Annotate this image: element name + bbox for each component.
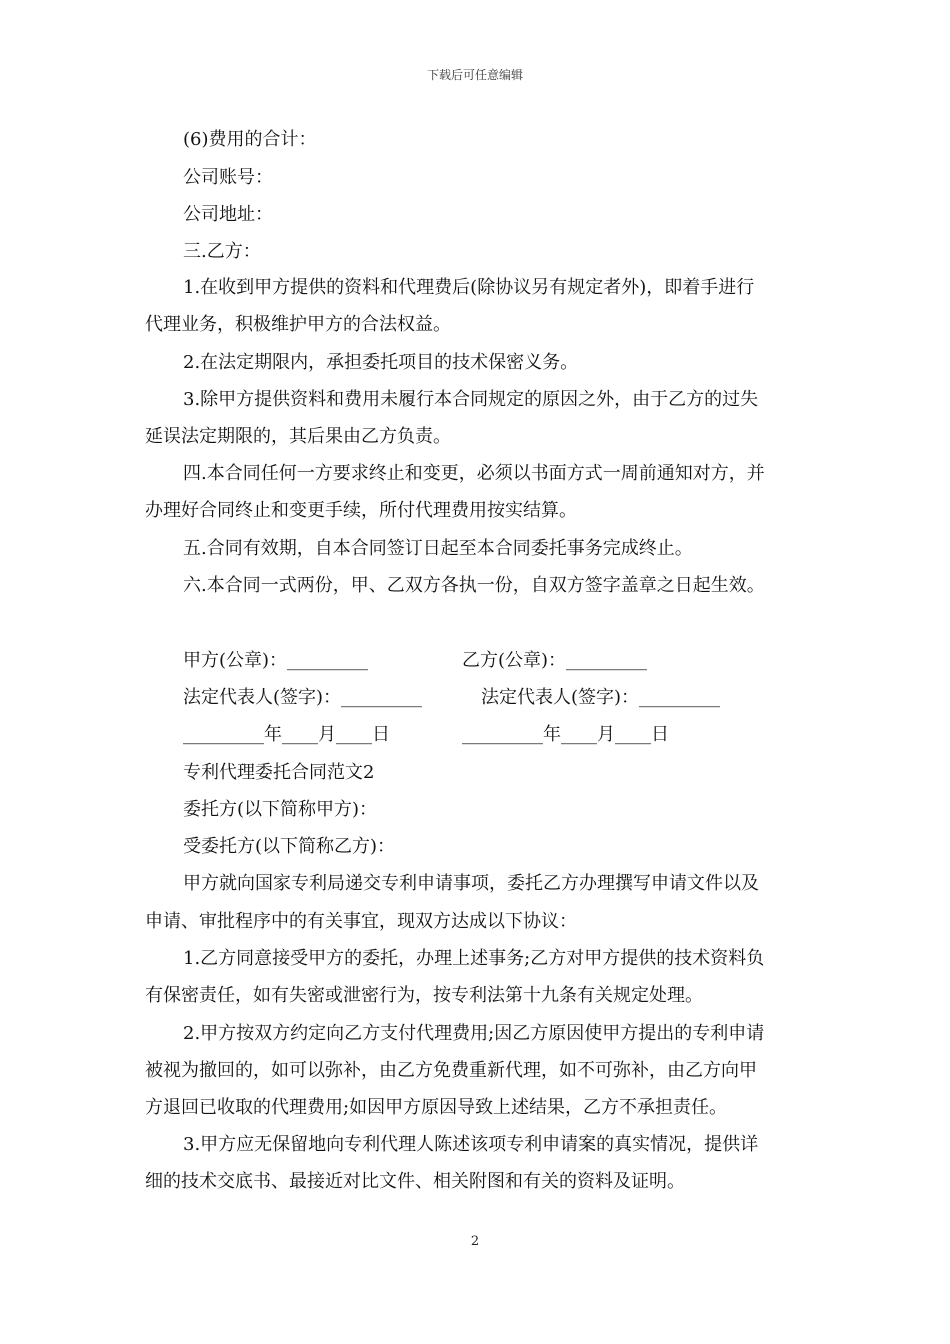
agent-line: 受委托方(以下简称乙方)： bbox=[183, 836, 396, 857]
clause2-3-line1: 3.甲方应无保留地向专利代理人陈述该项专利申请案的真实情况，提供详 bbox=[183, 1134, 759, 1155]
clause-five: 五.合同有效期，自本合同签订日起至本合同委托事务完成终止。 bbox=[183, 538, 693, 559]
page-number: 2 bbox=[470, 1234, 480, 1249]
party-b-date: _________年____月____日 bbox=[462, 724, 669, 745]
intro-line1: 甲方就向国家专利局递交专利申请事项，委托乙方办理撰写申请文件以及 bbox=[183, 873, 759, 894]
intro-line2: 申请、审批程序中的有关事宜，现双方达成以下协议： bbox=[145, 911, 577, 932]
clause-b1-line1: 1.在收到甲方提供的资料和代理费后(除协议另有规定者外)，即着手进行 bbox=[183, 277, 755, 298]
clause-four-line2: 办理好合同终止和变更手续，所付代理费用按实结算。 bbox=[145, 500, 577, 521]
client-line: 委托方(以下简称甲方)： bbox=[183, 799, 378, 820]
clause-b1-line2: 代理业务，积极维护甲方的合法权益。 bbox=[145, 314, 451, 335]
sample-2-title: 专利代理委托合同范文2 bbox=[183, 762, 375, 783]
party-b-seal: 乙方(公章)：_________ bbox=[462, 650, 648, 671]
party-a-seal: 甲方(公章)：_________ bbox=[183, 650, 369, 671]
clause-b3-line2: 延误法定期限的，其后果由乙方负责。 bbox=[145, 426, 451, 447]
page-header-note: 下载后可任意编辑 bbox=[426, 68, 523, 82]
clause2-2-line1: 2.甲方按双方约定向乙方支付代理费用;因乙方原因使甲方提出的专利申请 bbox=[183, 1023, 765, 1044]
company-address-line: 公司地址： bbox=[183, 204, 273, 225]
party-a-date: _________年____月____日 bbox=[183, 724, 390, 745]
party-a-representative: 法定代表人(签字)：_________ bbox=[183, 687, 423, 708]
clause-b3-line1: 3.除甲方提供资料和费用未履行本合同规定的原因之外，由于乙方的过失 bbox=[183, 389, 759, 410]
clause2-3-line2: 细的技术交底书、最接近对比文件、相关附图和有关的资料及证明。 bbox=[145, 1171, 685, 1192]
clause2-2-line3: 方退回已收取的代理费用;如因甲方原因导致上述结果，乙方不承担责任。 bbox=[145, 1097, 728, 1118]
clause2-1-line2: 有保密责任，如有失密或泄密行为，按专利法第十九条有关规定处理。 bbox=[145, 985, 703, 1006]
clause-six: 六.本合同一式两份，甲、乙双方各执一份，自双方签字盖章之日起生效。 bbox=[183, 575, 765, 596]
clause2-2-line2: 被视为撤回的，如可以弥补，由乙方免费重新代理，如不可弥补，由乙方向甲 bbox=[145, 1060, 757, 1081]
fee-total-line: (6)费用的合计： bbox=[183, 129, 317, 150]
party-b-heading: 三.乙方： bbox=[183, 241, 261, 262]
clause-four-line1: 四.本合同任何一方要求终止和变更，必须以书面方式一周前通知对方，并 bbox=[183, 463, 765, 484]
clause2-1-line1: 1.乙方同意接受甲方的委托，办理上述事务;乙方对甲方提供的技术资料负 bbox=[183, 948, 765, 969]
party-b-representative: 法定代表人(签字)：_________ bbox=[481, 687, 721, 708]
clause-b2: 2.在法定期限内，承担委托项目的技术保密义务。 bbox=[183, 352, 579, 373]
company-account-line: 公司账号： bbox=[183, 167, 273, 188]
